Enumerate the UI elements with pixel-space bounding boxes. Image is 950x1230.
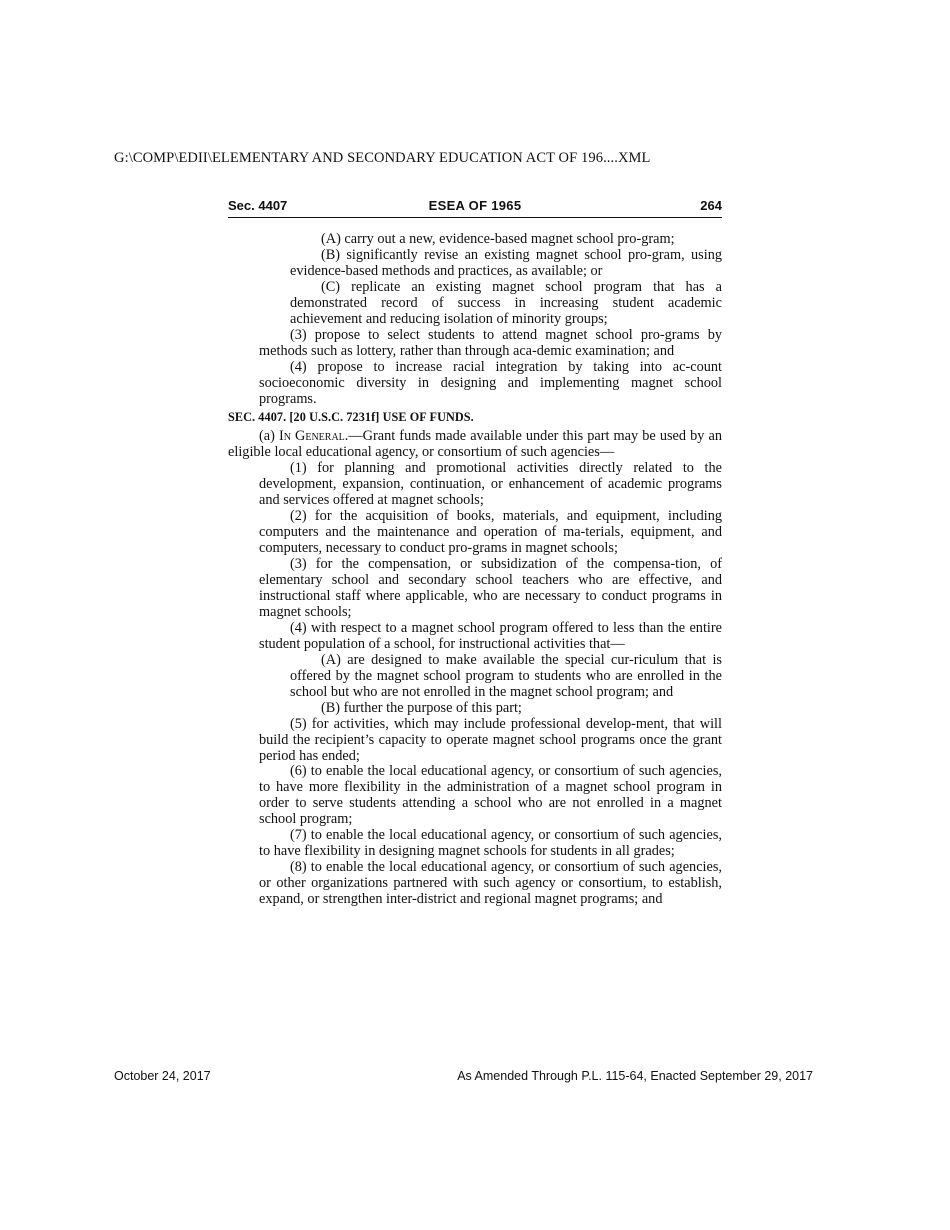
act-title: ESEA OF 1965 xyxy=(428,198,522,213)
page-number: 264 xyxy=(700,198,722,213)
paragraph-b-revise: (B) significantly revise an existing magnet school pro-gram, using evidence-based methods and practices, as available; or xyxy=(290,246,722,279)
item-8: (8) to enable the local educational agency, or consortium of such agencies, or other organizations partnered with such agency or consortium, to establish, expand, or strengthen inter-district and regional magnet programs; and xyxy=(259,859,722,908)
footer-amended-through: As Amended Through P.L. 115-64, Enacted September 29, 2017 xyxy=(457,1069,813,1083)
item-7: (7) to enable the local educational agency, or consortium of such agencies, to have flexibility in designing magnet schools for students in all grades; xyxy=(259,827,722,860)
paragraph-4-integration: (4) propose to increase racial integration by taking into ac-count socioeconomic diversity in designing and implementing magnet school programs. xyxy=(259,358,722,407)
item-5: (5) for activities, which may include professional develop-ment, that will build the recipient’s capacity to operate magnet school programs once the grant period has ended; xyxy=(259,715,722,764)
subsection-a xyxy=(228,429,722,461)
subsection-a-caption: In General xyxy=(278,428,345,445)
item-3: (3) for the compensation, or subsidization of the compensa-tion, of elementary school and secondary school teachers who are effective, and instructional staff where applicable, who are necessary to conduct programs in magnet schools; xyxy=(259,556,722,620)
item-1: (1) for planning and promotional activities directly related to the development, expansion, continuation, or enhancement of academic programs and services offered at magnet schools; xyxy=(259,460,722,509)
footer-date: October 24, 2017 xyxy=(114,1069,211,1083)
section-reference: Sec. 4407 xyxy=(228,198,288,213)
running-head xyxy=(228,197,722,218)
paragraph-c-replicate: (C) replicate an existing magnet school program that has a demonstrated record of success in increasing student academic achievement and reducing isolation of minority groups; xyxy=(290,278,722,327)
item-4-a: (A) are designed to make available the special cur-riculum that is offered by the magnet school program to students who are enrolled in the school but who are not enrolled in the magnet school program; and xyxy=(290,651,722,700)
section-heading: SEC. 4407. [20 U.S.C. 7231f] USE OF FUNDS. xyxy=(228,410,474,425)
paragraph-a-carry-out: (A) carry out a new, evidence-based magnet school pro-gram; xyxy=(321,231,675,247)
subsection-a-text: .—Grant funds made available under this part may be used by an eligible local educational agency, or consortium of such agencies— xyxy=(228,428,722,461)
paragraph-3-select: (3) propose to select students to attend magnet school pro-grams by methods such as lottery, rather than through aca-demic examination; and xyxy=(259,326,722,359)
subsection-a-label: (a) xyxy=(259,428,279,445)
item-6: (6) to enable the local educational agency, or consortium of such agencies, to have more flexibility in the administration of a magnet school program in order to serve students attending a school who are not enrolled in a magnet school program; xyxy=(259,763,722,828)
item-4: (4) with respect to a magnet school program offered to less than the entire student population of a school, for instructional activities that— xyxy=(259,619,722,652)
item-2: (2) for the acquisition of books, materials, and equipment, including computers and the maintenance and operation of ma-terials, equipment, and computers, necessary to conduct pro-grams in magnet schools; xyxy=(259,508,722,557)
document-body xyxy=(228,232,722,908)
item-4-b: (B) further the purpose of this part; xyxy=(321,699,522,716)
file-path-header: G:\COMP\EDII\ELEMENTARY AND SECONDARY EDUCATION ACT OF 196....XML xyxy=(114,150,651,166)
